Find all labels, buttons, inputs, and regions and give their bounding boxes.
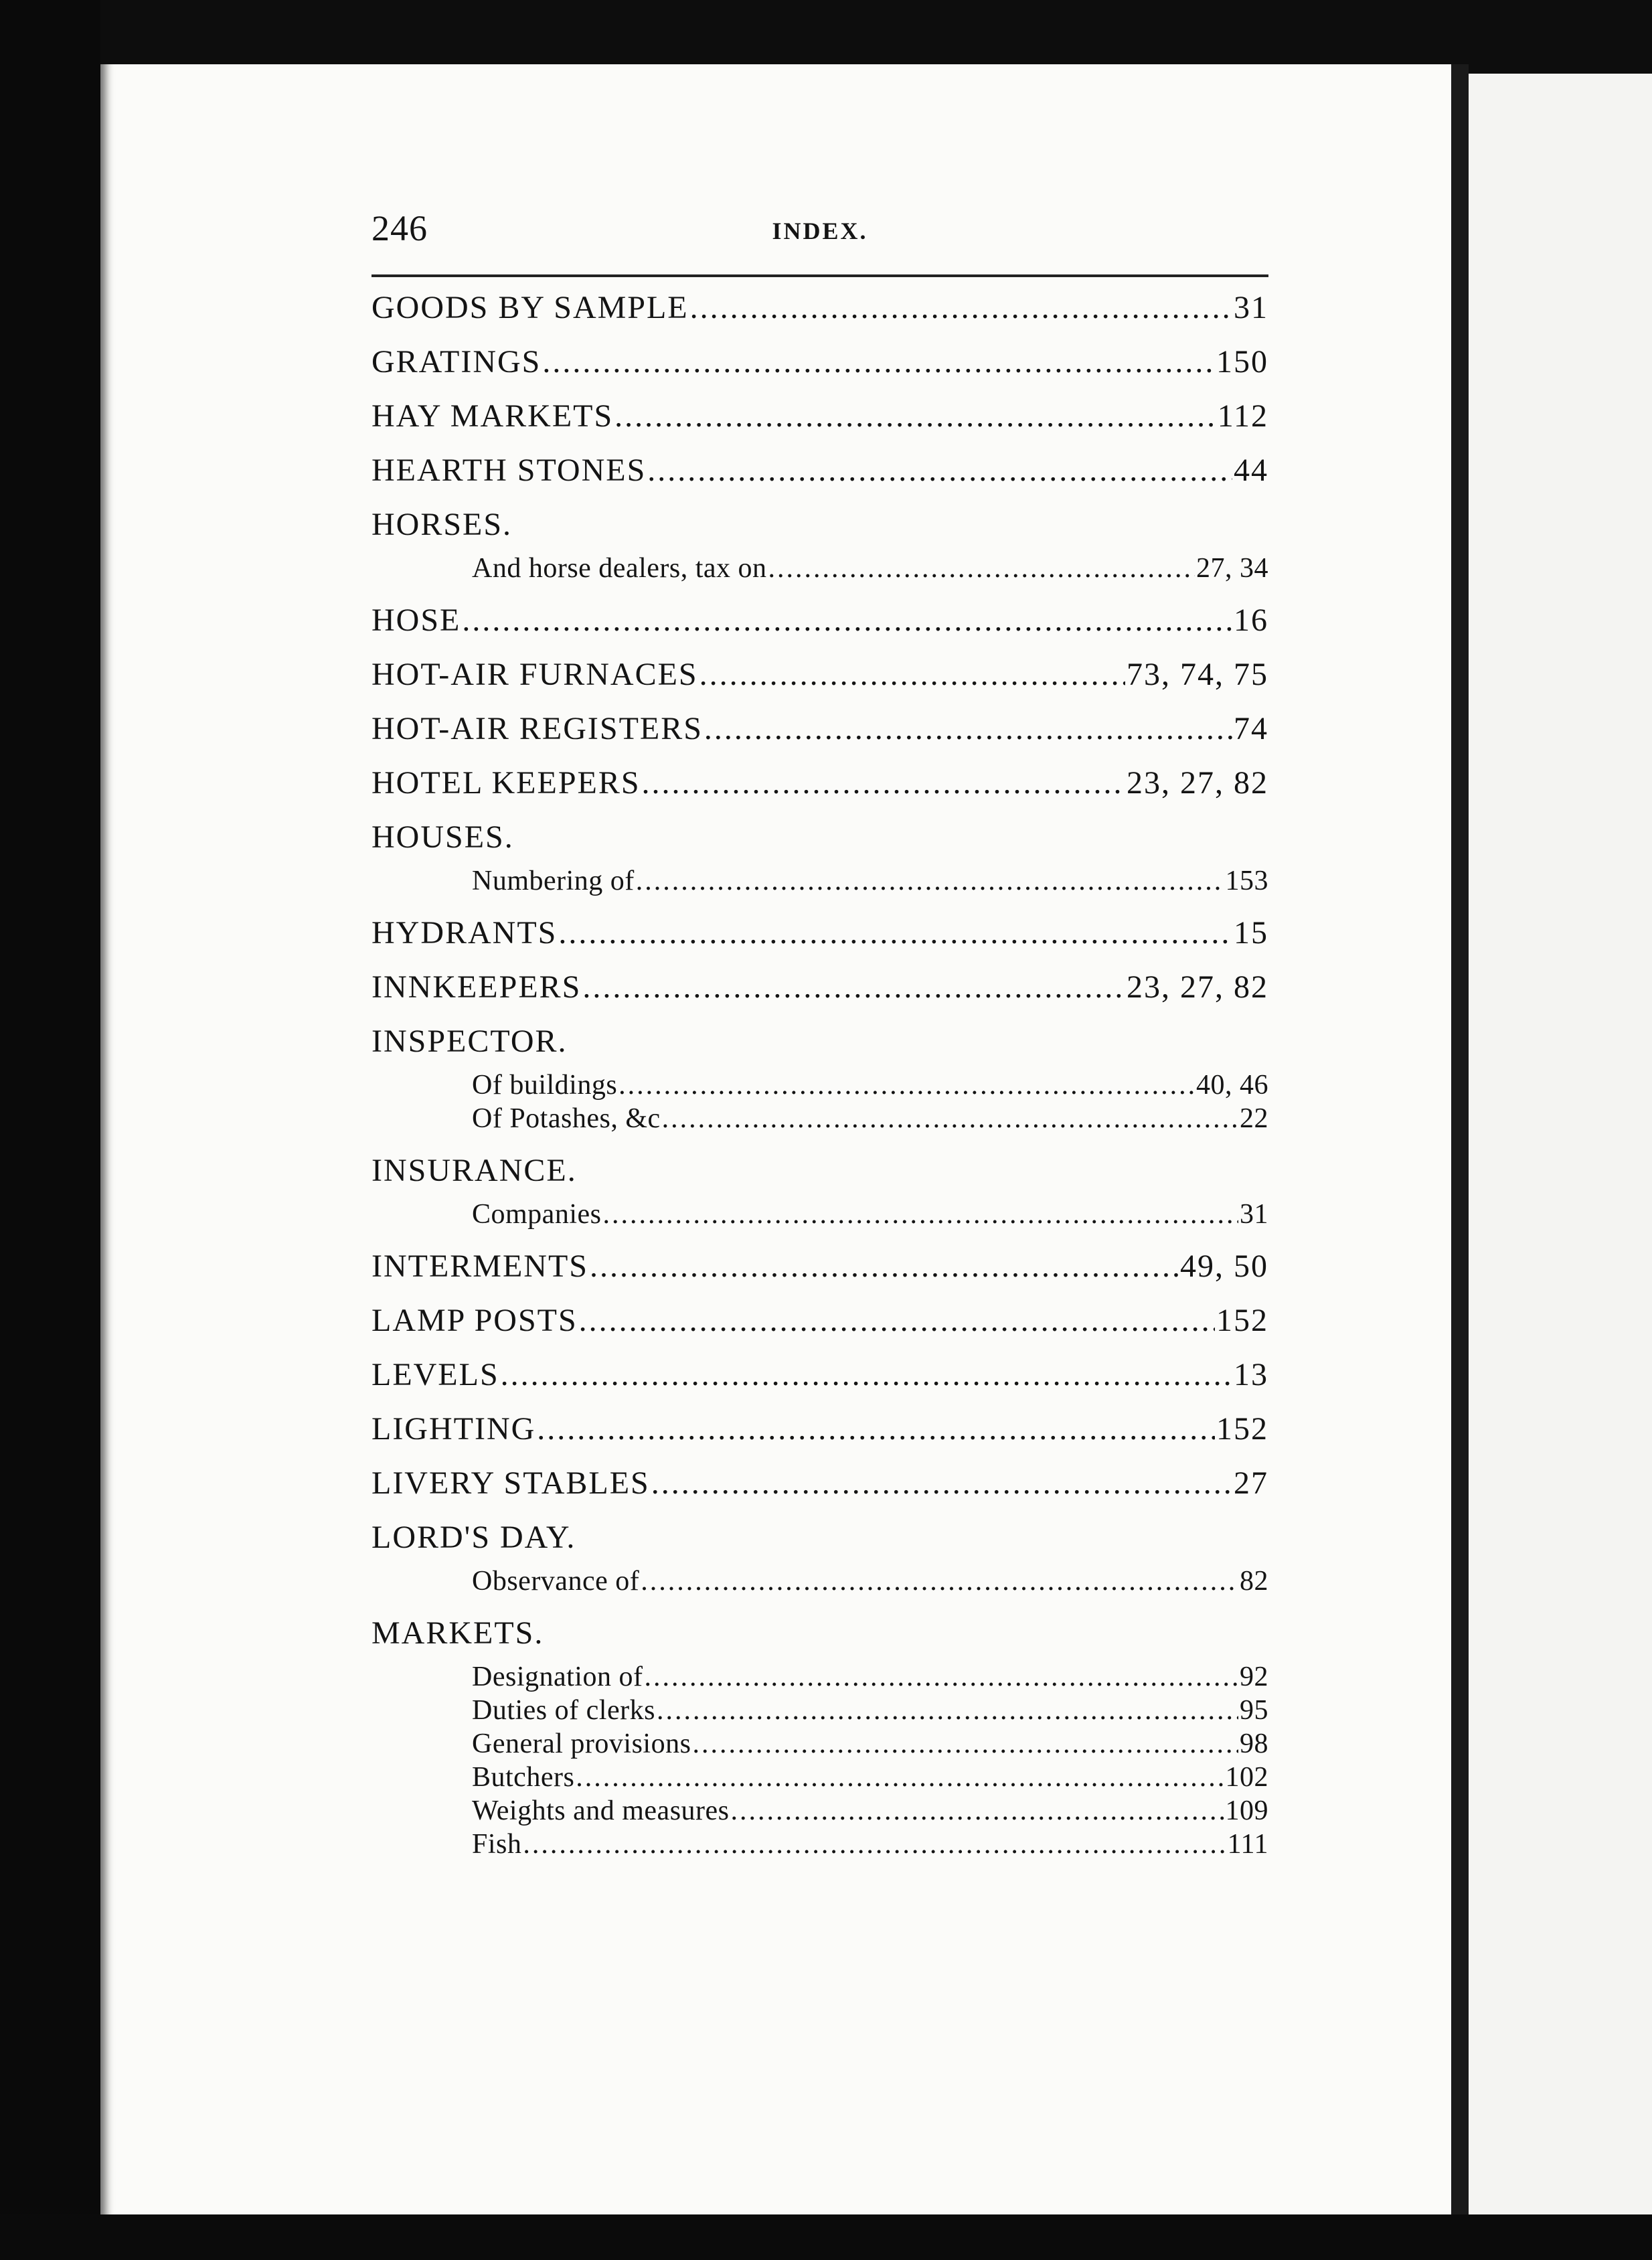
index-subentry: [371, 1661, 1268, 1693]
page-references: 109: [1225, 1795, 1268, 1826]
dot-leader: [642, 764, 1125, 801]
dot-leader: [462, 602, 1232, 639]
index-heading-insurance: INSURANCE.: [371, 1153, 577, 1188]
page-references: 31: [1240, 1199, 1268, 1230]
subentry-label: Duties of clerks: [472, 1695, 655, 1726]
dot-leader: [537, 1410, 1215, 1447]
page-references: 152: [1216, 1303, 1268, 1338]
index-entry-goods-by-sample: [371, 289, 1268, 326]
subentry-label: Butchers: [472, 1762, 575, 1793]
entry-heading: LAMP POSTS: [371, 1303, 578, 1338]
index-subentry: [371, 1728, 1268, 1760]
dot-leader: [636, 865, 1224, 897]
index-entry-hot-air-registers: [371, 710, 1268, 747]
dot-leader: [641, 1565, 1238, 1597]
entry-heading: LEVELS: [371, 1357, 499, 1392]
page-references: 82: [1240, 1566, 1268, 1597]
index-entry-hotel-keepers: [371, 764, 1268, 801]
page-references: 95: [1240, 1695, 1268, 1726]
subentry-label: Of buildings: [472, 1070, 618, 1101]
entry-heading: HOT-AIR REGISTERS: [371, 711, 703, 746]
page-references: 74: [1234, 711, 1268, 746]
index-page-content: [371, 208, 1268, 1860]
index-heading-houses: HOUSES.: [371, 819, 514, 855]
page-references: 27: [1234, 1465, 1268, 1501]
page-references: 13: [1234, 1357, 1268, 1392]
index-subentry: [371, 1828, 1268, 1860]
entry-heading: HOTEL KEEPERS: [371, 765, 641, 801]
dot-leader: [579, 1302, 1215, 1339]
dot-leader: [692, 1728, 1238, 1760]
page-references: 73, 74, 75: [1127, 657, 1268, 692]
dot-leader: [662, 1103, 1238, 1135]
index-entry-interments: [371, 1248, 1268, 1285]
dot-leader: [618, 1069, 1195, 1101]
index-subentry: [371, 552, 1268, 584]
dot-leader: [768, 552, 1195, 584]
facing-page: [1469, 74, 1652, 2216]
index-entry-hearth-stones: [371, 452, 1268, 489]
entry-heading: LIVERY STABLES: [371, 1465, 650, 1501]
page-references: 92: [1240, 1662, 1268, 1692]
running-head: INDEX.: [772, 218, 868, 244]
index-entry-lamp-posts: [371, 1302, 1268, 1339]
entry-heading: HOT-AIR FURNACES: [371, 657, 698, 692]
entry-heading: HOSE: [371, 602, 461, 638]
subentry-label: Of Potashes, &c: [472, 1103, 661, 1134]
index-subentry: [371, 1761, 1268, 1793]
subentry-label: Numbering of: [472, 866, 635, 896]
page-number: 246: [371, 208, 428, 248]
dot-leader: [690, 289, 1232, 326]
page-references: 40, 46: [1196, 1070, 1268, 1101]
page-references: 102: [1225, 1762, 1268, 1793]
dot-leader: [651, 1465, 1232, 1502]
index-entry-hot-air-furnaces: [371, 656, 1268, 693]
page-references: 23, 27, 82: [1127, 969, 1268, 1005]
entry-heading: GRATINGS: [371, 344, 542, 380]
index-entry-innkeepers: [371, 969, 1268, 1005]
dot-leader: [582, 969, 1125, 1005]
dot-leader: [699, 656, 1125, 693]
page-references: 98: [1240, 1728, 1268, 1759]
index-subentry: [371, 1069, 1268, 1101]
dot-leader: [602, 1198, 1238, 1230]
page-references: 112: [1217, 398, 1268, 434]
index-subentry: [371, 1103, 1268, 1135]
dot-leader: [558, 914, 1232, 951]
page-references: 27, 34: [1196, 553, 1268, 584]
index-subentry: [371, 865, 1268, 897]
index-heading-inspector: INSPECTOR.: [371, 1024, 568, 1059]
entry-heading: GOODS BY SAMPLE: [371, 290, 689, 325]
entry-heading: INTERMENTS: [371, 1248, 588, 1284]
entry-heading: HYDRANTS: [371, 915, 558, 951]
dot-leader: [501, 1356, 1232, 1393]
index-entry-levels: [371, 1356, 1268, 1393]
dot-leader: [731, 1795, 1224, 1827]
index-entry-lighting: [371, 1410, 1268, 1447]
bottom-book-edge: [0, 2214, 1652, 2260]
entry-heading: HEARTH STONES: [371, 453, 647, 488]
page-references: 49, 50: [1180, 1248, 1268, 1284]
header-rule: [371, 274, 1268, 277]
subentry-label: Fish: [472, 1829, 522, 1860]
index-entries: [371, 289, 1268, 1860]
page-references: 23, 27, 82: [1127, 765, 1268, 801]
dot-leader: [704, 710, 1232, 747]
entry-heading: HAY MARKETS: [371, 398, 614, 434]
dot-leader: [647, 452, 1232, 489]
index-subentry: [371, 1694, 1268, 1726]
index-entry-hydrants: [371, 914, 1268, 951]
page-gutter: [1451, 64, 1469, 2214]
dot-leader: [614, 398, 1216, 434]
page-references: 16: [1234, 602, 1268, 638]
index-heading-horses: HORSES.: [371, 507, 513, 542]
index-subentry: [371, 1198, 1268, 1230]
page-references: 153: [1225, 866, 1268, 896]
page-references: 111: [1227, 1829, 1268, 1860]
dot-leader: [542, 343, 1215, 380]
dot-leader: [657, 1694, 1238, 1726]
subentry-label: Observance of: [472, 1566, 640, 1597]
index-entry-hose: [371, 602, 1268, 639]
page-references: 44: [1234, 453, 1268, 488]
entry-heading: INNKEEPERS: [371, 969, 582, 1005]
page-references: 150: [1216, 344, 1268, 380]
dot-leader: [590, 1248, 1179, 1285]
index-entry-livery-stables: [371, 1465, 1268, 1502]
page-references: 22: [1240, 1103, 1268, 1134]
index-heading-markets: MARKETS.: [371, 1615, 544, 1651]
subentry-label: Companies: [472, 1199, 602, 1230]
dot-leader: [523, 1828, 1226, 1860]
index-entry-hay-markets: [371, 398, 1268, 434]
entry-heading: LIGHTING: [371, 1411, 536, 1447]
subentry-label: Weights and measures: [472, 1795, 730, 1826]
page-header: [371, 208, 1268, 261]
page-references: 15: [1234, 915, 1268, 951]
index-subentry: [371, 1795, 1268, 1827]
dot-leader: [576, 1761, 1224, 1793]
dot-leader: [644, 1661, 1238, 1693]
index-entry-gratings: [371, 343, 1268, 380]
index-subentry: [371, 1565, 1268, 1597]
page-references: 152: [1216, 1411, 1268, 1447]
index-heading-lord-s-day: LORD'S DAY.: [371, 1520, 576, 1555]
left-book-edge: [0, 0, 100, 2260]
subentry-label: General provisions: [472, 1728, 691, 1759]
page-references: 31: [1234, 290, 1268, 325]
subentry-label: And horse dealers, tax on: [472, 553, 767, 584]
subentry-label: Designation of: [472, 1662, 643, 1692]
